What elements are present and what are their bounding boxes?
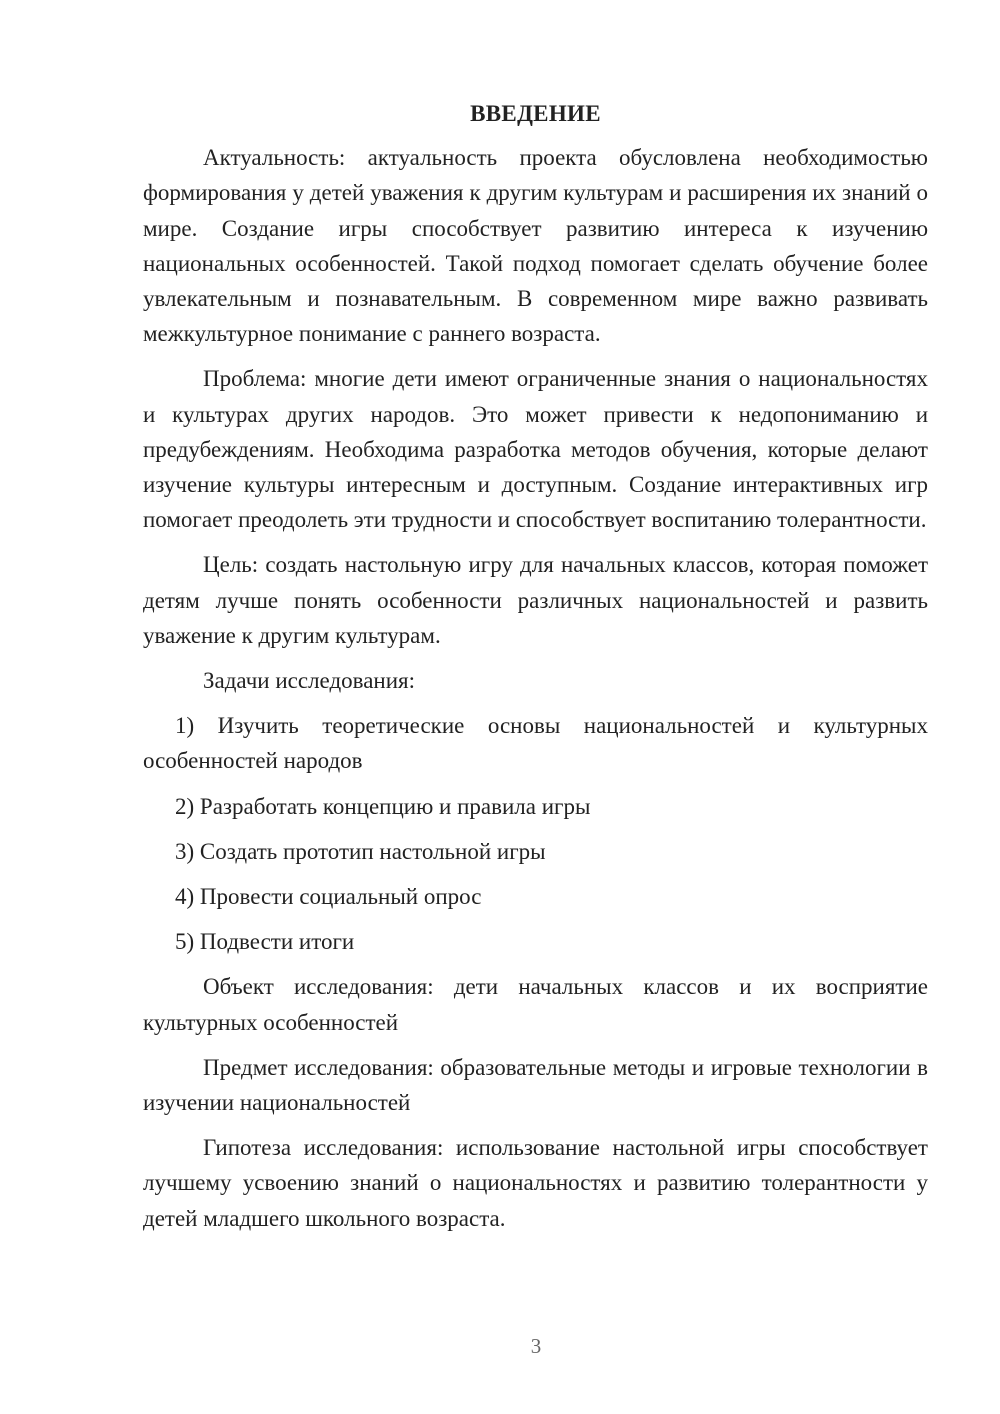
tasks-list <box>143 708 928 959</box>
tasks-heading: Задачи исследования: <box>203 668 416 694</box>
page-title: ВВЕДЕНИЕ <box>470 101 601 126</box>
list-item: 3) Создать прототип настольной игры <box>175 838 546 864</box>
goal-paragraph: Цель: создать настольную игру для начальных классов, которая поможет детям лучше понять особенности различных национальностей и развить уважение к другим культурам. <box>143 552 928 648</box>
object-paragraph: Объект исследования: дети начальных классов и их восприятие культурных особенностей <box>143 974 928 1035</box>
list-item: 1) Изучить теоретические основы национальностей и культурных особенностей народов <box>143 713 928 774</box>
list-item: 5) Подвести итоги <box>175 929 355 955</box>
list-item: 2) Разработать концепцию и правила игры <box>175 793 591 819</box>
relevance-paragraph: Актуальность: актуальность проекта обусловлена необходимостью формирования у детей уважения к другим культурам и расширения их знаний о мире. Создание игры способствует развитию интереса к изучению национальных особенностей. Такой подход помогает сделать обучение более увлекательным и познавательным. В современном мире важно развивать межкультурное понимание с раннего возраста. <box>143 145 928 347</box>
list-item: 4) Провести социальный опрос <box>175 884 482 910</box>
document-page <box>143 96 928 1246</box>
page-number: 3 <box>530 1334 542 1358</box>
hypothesis-paragraph: Гипотеза исследования: использование настольной игры способствует лучшему усвоению знаний о национальностях и развитию толерантности у детей младшего школьного возраста. <box>143 1135 928 1231</box>
problem-paragraph: Проблема: многие дети имеют ограниченные знания о национальностях и культурах других народов. Это может привести к недопониманию и предубеждениям. Необходима разработка методов обучения, которые делают изучение культуры интересным и доступным. Создание интерактивных игр помогает преодолеть эти трудности и способствует воспитанию толерантности. <box>143 366 928 533</box>
subject-paragraph: Предмет исследования: образовательные методы и игровые технологии в изучении национальностей <box>143 1054 928 1116</box>
